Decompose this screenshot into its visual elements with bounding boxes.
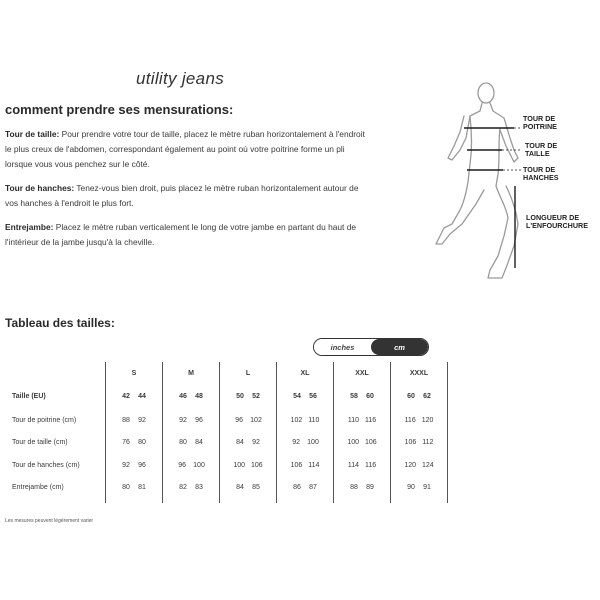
row-label-waist: Tour de taille (cm) xyxy=(12,439,68,447)
table-cell: 92 96 xyxy=(106,454,163,477)
instruction-hips xyxy=(5,181,365,211)
size-header-m: M xyxy=(163,362,220,384)
table-cell: 114 116 xyxy=(334,454,391,477)
table-cell: 100 106 xyxy=(220,454,277,477)
table-row xyxy=(4,454,448,477)
table-cell: 90 91 xyxy=(391,477,448,500)
size-header-xxl: XXL xyxy=(334,362,391,384)
table-cell: 102 110 xyxy=(277,409,334,432)
table-cell: 84 85 xyxy=(220,477,277,500)
instruction-inseam-term: Entrejambe: xyxy=(5,222,54,232)
table-cell: 110 116 xyxy=(334,409,391,432)
row-label-inseam: Entrejambe (cm) xyxy=(12,484,64,492)
size-header-xxxl: XXXL xyxy=(391,362,448,384)
instruction-hips-term: Tour de hanches: xyxy=(5,183,75,193)
table-cell: 106 112 xyxy=(391,432,448,455)
size-header-blank xyxy=(4,362,106,384)
unit-cm-button[interactable]: cm xyxy=(371,339,428,355)
instruction-inseam xyxy=(5,220,365,250)
size-table-heading: Tableau des tailles: xyxy=(5,316,115,330)
table-cell: 96 102 xyxy=(220,409,277,432)
table-cell: 120 124 xyxy=(391,454,448,477)
table-row xyxy=(4,432,448,455)
table-cell: 80 81 xyxy=(106,477,163,500)
table-row xyxy=(4,409,448,432)
table-cell: 88 89 xyxy=(334,477,391,500)
table-cell: 84 92 xyxy=(220,432,277,455)
table-cell: 42 44 xyxy=(106,384,163,409)
instruction-hips-text: Tenez-vous bien droit, puis placez le mètre ruban horizontalement autour de vos hanches à l'endroit le plus fort. xyxy=(5,183,359,208)
footnote: Les mesures peuvent légèrement varier xyxy=(5,518,94,524)
runner-silhouette-icon xyxy=(430,78,600,298)
table-cell: 46 48 xyxy=(163,384,220,409)
table-cell: 76 80 xyxy=(106,432,163,455)
size-table xyxy=(4,362,448,503)
table-cell: 82 83 xyxy=(163,477,220,500)
table-cell: 106 114 xyxy=(277,454,334,477)
size-header-s: S xyxy=(106,362,163,384)
table-cell: 86 87 xyxy=(277,477,334,500)
runner-figure xyxy=(430,78,600,298)
measurement-guide-heading: comment prendre ses mensurations: xyxy=(5,102,234,117)
table-cell: 54 56 xyxy=(277,384,334,409)
row-label-chest: Tour de poitrine (cm) xyxy=(12,416,77,424)
table-cell: 96 100 xyxy=(163,454,220,477)
table-cell: 116 120 xyxy=(391,409,448,432)
instruction-waist-text: Pour prendre votre tour de taille, placez le mètre ruban horizontalement à l'endroit le plus creux de l'abdomen, correspondant également au point où votre poitrine forme un pli lorsque vous vous penchez sur le côté. xyxy=(5,129,365,169)
table-cell: 92 96 xyxy=(163,409,220,432)
unit-inches-button[interactable]: inches xyxy=(314,339,371,355)
table-row xyxy=(4,477,448,500)
table-cell: 60 62 xyxy=(391,384,448,409)
size-header-xl: XL xyxy=(277,362,334,384)
unit-toggle[interactable] xyxy=(313,338,429,356)
product-title: utility jeans xyxy=(136,69,224,88)
table-cell: 50 52 xyxy=(220,384,277,409)
label-inseam: LONGUEUR DE L'ENFOURCHURE xyxy=(526,213,589,230)
table-cell: 58 60 xyxy=(334,384,391,409)
table-cell: 80 84 xyxy=(163,432,220,455)
instruction-inseam-text: Placez le mètre ruban verticalement le long de votre jambe en partant du haut de l'intérieur de la jambe jusqu'à la cheville. xyxy=(5,222,357,247)
measurement-instructions xyxy=(5,127,365,259)
instruction-waist-term: Tour de taille: xyxy=(5,129,60,139)
eu-size-label: Taille (EU) xyxy=(12,393,46,400)
eu-size-row xyxy=(4,384,448,409)
table-cell: 88 92 xyxy=(106,409,163,432)
table-spacer-row xyxy=(4,499,448,503)
size-header-row xyxy=(4,362,448,384)
size-header-l: L xyxy=(220,362,277,384)
table-cell: 100 106 xyxy=(334,432,391,455)
row-label-hips: Tour de hanches (cm) xyxy=(12,461,80,469)
table-cell: 92 100 xyxy=(277,432,334,455)
label-waist: TOUR DE TAILLE xyxy=(525,141,558,158)
instruction-waist xyxy=(5,127,365,172)
label-chest: TOUR DE POITRINE xyxy=(523,114,557,131)
label-hips: TOUR DE HANCHES xyxy=(523,165,559,182)
